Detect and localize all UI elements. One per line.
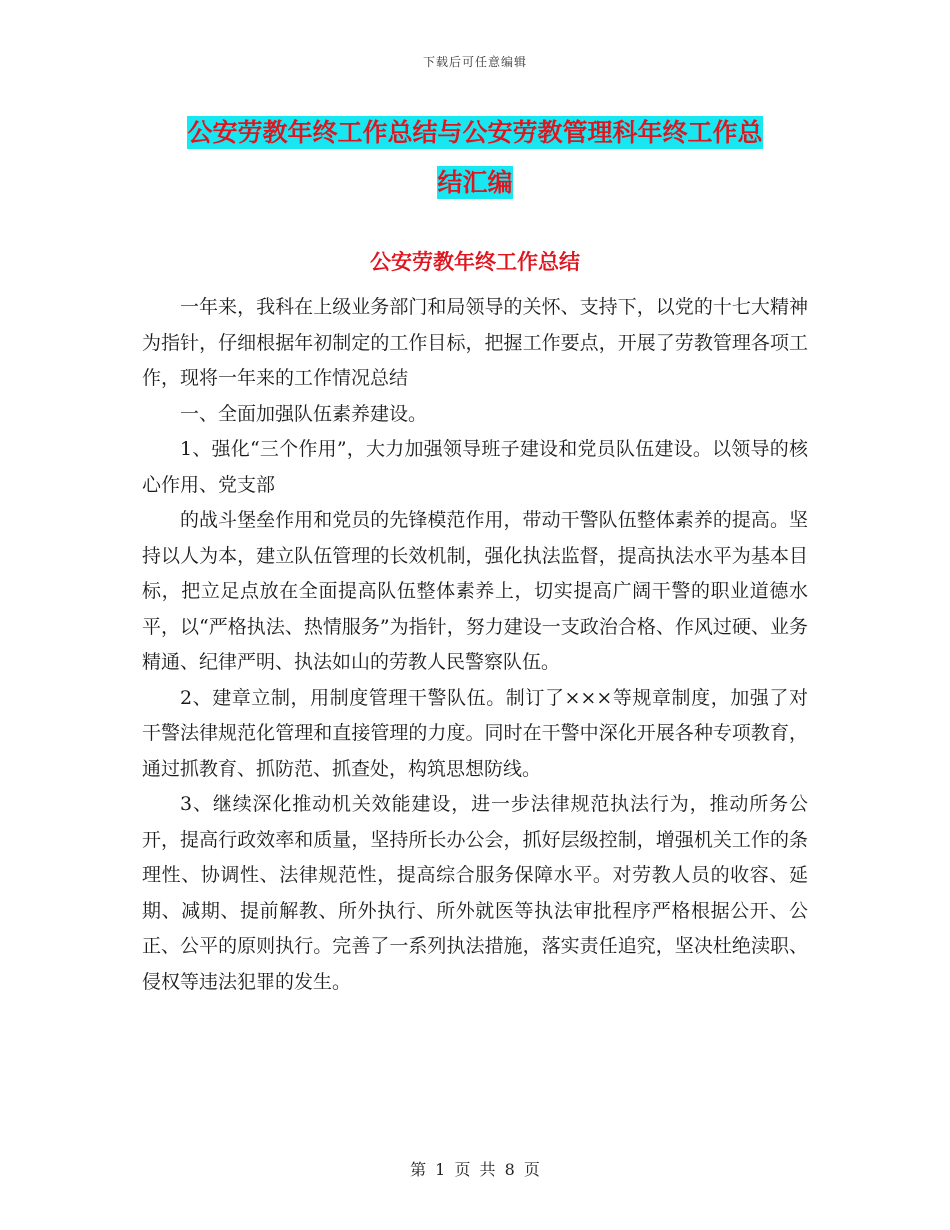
document-title [0, 108, 950, 208]
paragraph-item-1: 1、强化“三个作用”，大力加强领导班子建设和党员队伍建设。以领导的核心作用、党支部 [142, 438, 808, 496]
paragraph-item-1-continued: 的战斗堡垒作用和党员的先锋模范作用，带动干警队伍整体素养的提高。坚持以人为本，建立队伍管理的长效机制，强化执法监督，提高执法水平为基本目标，把立足点放在全面提高队伍整体素养上，切实提高广阔干警的职业道德水平，以“严格执法、热情服务”为指针，努力建设一支政治合格、作风过硬、业务精通、纪律严明、执法如山的劳教人民警察队伍。 [142, 509, 808, 673]
paragraph-item-2: 2、建章立制，用制度管理干警队伍。制订了×××等规章制度，加强了对干警法律规范化管理和直接管理的力度。同时在干警中深化开展各种专项教育，通过抓教育、抓防范、抓查处，构筑思想防线。 [142, 686, 808, 780]
page-footer: 第 1 页 共 8 页 [410, 1160, 540, 1179]
paragraph-item-3: 3、继续深化推动机关效能建设，进一步法律规范执法行为，推动所务公开，提高行政效率和质量，坚持所长办公会，抓好层级控制，增强机关工作的条理性、协调性、法律规范性，提高综合服务保障水平。对劳教人员的收容、延期、减期、提前解教、所外执行、所外就医等执法审批程序严格根据公开、公正、公平的原则执行。完善了一系列执法措施，落实责任追究，坚决杜绝渎职、侵权等违法犯罪的发生。 [142, 793, 808, 993]
paragraph-heading-1: 一、全面加强队伍素养建设。 [180, 402, 428, 425]
body-text [142, 290, 808, 1000]
section-title: 公安劳教年终工作总结 [370, 250, 580, 274]
header-note: 下载后可任意编辑 [422, 55, 527, 69]
paragraph-intro: 一年来，我科在上级业务部门和局领导的关怀、支持下，以党的十七大精神为指针，仔细根据年初制定的工作目标，把握工作要点，开展了劳教管理各项工作，现将一年来的工作情况总结 [142, 296, 808, 389]
document-title-line-1: 公安劳教年终工作总结与公安劳教管理科年终工作总 [187, 118, 763, 147]
document-title-line-2: 结汇编 [437, 168, 513, 197]
